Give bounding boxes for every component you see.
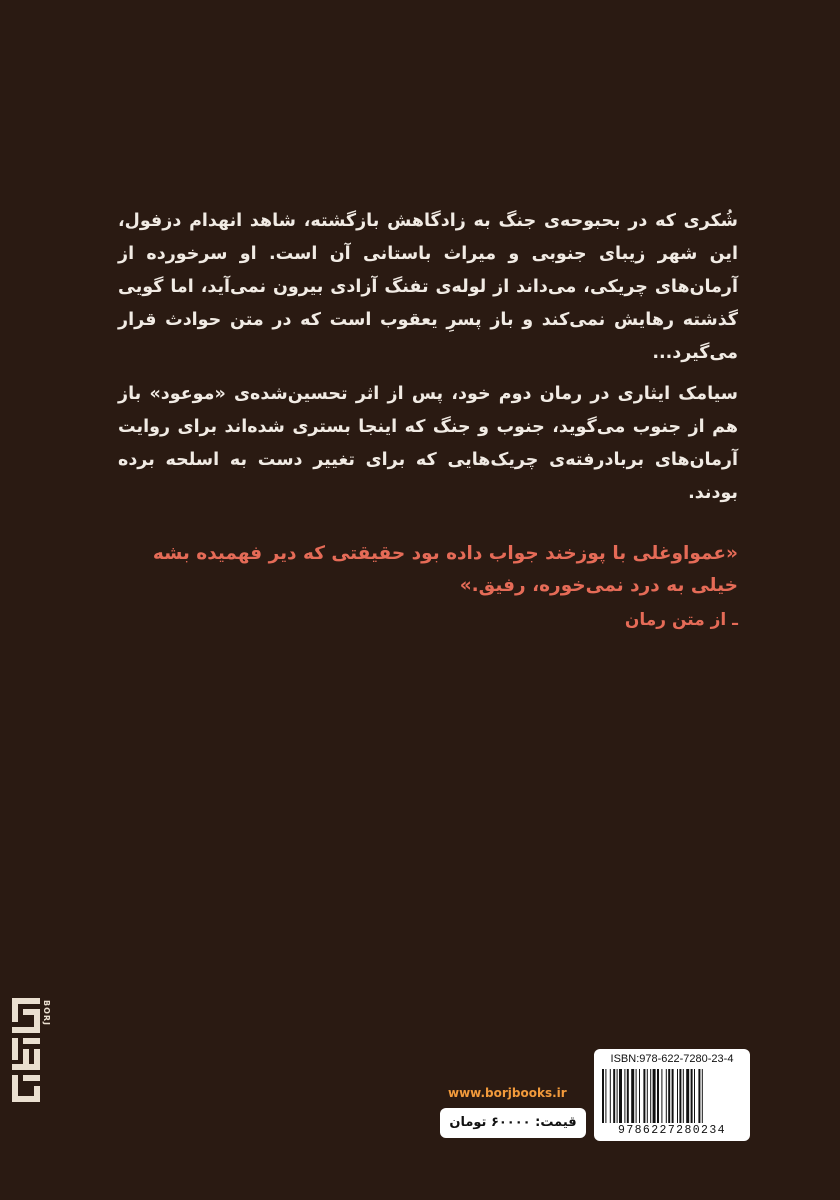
blurb-paragraph-2: سیامک ایثاری در رمان دوم خود، پس از اثر تحسین‌شده‌ی «موعود» باز هم از جنوب می‌گوید، جنوب و جنگ که اینجا بستری شده‌اند برای روایت آرمان‌های بربادرفته‌ی چریک‌هایی که برای تغییر دست به اسلحه برده بودند. bbox=[118, 384, 738, 503]
quote-text: «عمواوغلی با پوزخند جواب داده بود حقیقتی که دیر فهمیده بشه خیلی به درد نمی‌خوره، رفیق.» bbox=[152, 543, 738, 596]
quote-source: ـ از متن رمان bbox=[624, 610, 738, 630]
publisher-website[interactable]: www.borjbooks.ir bbox=[448, 1086, 567, 1100]
publisher-logo-icon bbox=[12, 998, 58, 1102]
barcode bbox=[594, 1049, 750, 1141]
blurb-paragraph-1: شُکری که در بحبوحه‌ی جنگ به زادگاهش بازگشته، شاهد انهدام دزفول، این شهر زیبای جنوبی و میراث باستانی آن است. او سرخورده از آرمان‌های چریکی، می‌داند از لوله‌ی تفنگ آزادی بیرون نمی‌آید، اما گویی گذشته رهایش نمی‌کند و باز پسرِ یعقوب است که در متن حوادث قرار می‌گیرد... bbox=[118, 211, 738, 363]
price-label: قیمت: ۶۰۰۰۰ تومان bbox=[440, 1108, 586, 1138]
barcode-bars bbox=[600, 1069, 744, 1123]
isbn-label: ISBN:978-622-7280-23-4 bbox=[610, 1053, 734, 1065]
barcode-digits: 9786227280234 bbox=[618, 1124, 726, 1137]
publisher-logo-text: BORJ bbox=[42, 1000, 51, 1027]
